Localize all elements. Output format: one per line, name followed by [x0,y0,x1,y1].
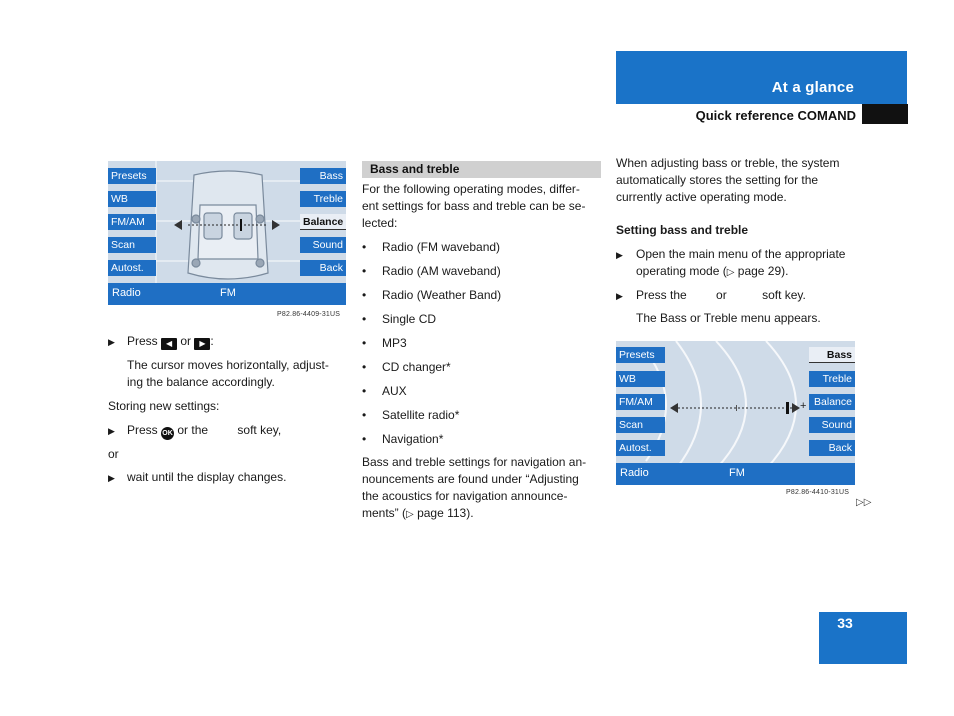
bullet-icon: • [362,408,367,422]
softkey-sound[interactable]: Sound [300,237,346,253]
menu-appears-text: The Bass or Treble menu appears. [636,311,821,325]
auto-store-paragraph [616,155,866,206]
storing-label: Storing new settings: [108,399,220,413]
section-heading: Bass and treble [370,162,460,176]
press-the-label: Press the [636,288,687,302]
list-arrow-icon: ▶ [616,250,623,260]
nav-line-4 [362,505,602,523]
status-band: FM [220,287,236,299]
status-source: Radio [620,467,649,479]
triangle-left-key-icon: ◀ [161,338,177,350]
navigation-note [362,454,602,523]
status-source: Radio [112,287,141,299]
list-item [362,431,602,455]
bullet-icon: • [362,360,367,374]
list-item [362,287,602,311]
nav-line-1: Bass and treble settings for navigation an- [362,455,587,469]
list-item [362,383,602,407]
continue-marker: ▷▷ [856,497,872,508]
figure-caption: P82.86-4410-31US [786,489,850,496]
list-item [362,407,602,431]
mode-list [362,239,602,455]
header-marker [862,104,908,124]
softkey-scan[interactable]: Scan [108,237,156,253]
bullet-icon: • [362,264,367,278]
nav-line-4-text: ments” ( [362,506,407,520]
setting-heading: Setting bass and treble [616,223,749,237]
status-band: FM [729,467,745,479]
auto-line-1: When adjusting bass or treble, the system [616,156,840,170]
instruction-wait [108,469,348,486]
softkey-wb[interactable]: WB [616,371,665,387]
softkey-back[interactable]: Back [300,260,346,276]
instruction-press-ok [108,422,348,440]
section-subtitle: Quick reference COMAND [695,108,856,123]
intro-paragraph [362,181,602,232]
softkey-treble[interactable]: Treble [300,191,346,207]
list-item-text: Single CD [382,312,437,326]
bass-screen [616,341,855,485]
list-arrow-icon: ▶ [108,337,115,347]
or-separator: or [108,447,119,461]
list-item-text: Satellite radio* [382,408,460,422]
colon: : [210,334,214,348]
list-item-text: Radio (AM waveband) [382,264,501,278]
press-label: Press [127,423,158,437]
softkey-autost[interactable]: Autost. [616,440,665,456]
intro-line-2: ent settings for bass and treble can be se- [362,199,586,213]
softkey-autost[interactable]: Autost. [108,260,156,276]
slider-plus-label: + [800,400,807,412]
cursor-text-line-1: The cursor moves horizontally, adjust- [127,358,329,372]
softkey-treble[interactable]: Treble [809,371,855,387]
page-reference-link[interactable]: page 113). [417,506,474,520]
status-bar [108,283,346,305]
auto-line-2: automatically stores the setting for the [616,173,819,187]
list-item [362,263,602,287]
softkey-presets[interactable]: Presets [108,168,156,184]
step1-line-2-text: operating mode ( [636,264,727,278]
page-reference-triangle-icon: ▷ [726,267,735,278]
page-reference-triangle-icon: ▷ [406,509,414,520]
step-press-softkey [616,287,866,304]
instruction-press-arrows [108,333,348,350]
list-arrow-icon: ▶ [108,426,115,436]
page-number: 33 [837,615,853,631]
bullet-icon: • [362,384,367,398]
bullet-icon: • [362,432,367,446]
triangle-right-key-icon: ▶ [194,338,210,350]
list-arrow-icon: ▶ [616,291,623,301]
list-item-text: Navigation* [382,432,444,446]
nav-line-2: nouncements are found under “Adjusting [362,472,579,486]
list-arrow-icon: ▶ [108,473,115,483]
soft-key-label: soft key, [237,423,282,437]
intro-line-1: For the following operating modes, differ- [362,182,580,196]
softkey-sound[interactable]: Sound [809,417,855,433]
list-item-text: MP3 [382,336,407,350]
softkey-presets[interactable]: Presets [616,347,665,363]
softkey-balance[interactable]: Balance [809,394,855,410]
softkey-bass[interactable]: Bass [300,168,346,184]
list-item-text: Radio (Weather Band) [382,288,502,302]
auto-line-3: currently active operating mode. [616,190,787,204]
wait-text: wait until the display changes. [127,470,287,484]
bullet-icon: • [362,336,367,350]
softkey-fm-am[interactable]: FM/AM [616,394,665,410]
soft-key-label: soft key. [762,288,806,302]
figure-caption: P82.86-4409-31US [277,311,341,318]
softkey-scan[interactable]: Scan [616,417,665,433]
list-item-text: Radio (FM waveband) [382,240,501,254]
nav-line-3: the acoustics for navigation announce- [362,489,568,503]
bullet-icon: • [362,312,367,326]
ok-key-icon: OK [161,427,174,440]
cursor-text-line-2: ing the balance accordingly. [127,375,275,389]
intro-line-3: lected: [362,216,398,230]
bullet-icon: • [362,240,367,254]
or-label: or [180,334,192,348]
step1-line-1: Open the main menu of the appropriate [636,247,846,261]
step-open-menu [616,246,866,281]
list-item [362,335,602,359]
header-band [616,51,907,104]
or-the-label: or the [177,423,209,437]
or-label: or [716,288,727,302]
status-bar [616,463,855,485]
list-item [362,311,602,335]
list-item-text: CD changer* [382,360,451,374]
bullet-icon: • [362,288,367,302]
softkey-back[interactable]: Back [809,440,855,456]
softkey-balance[interactable]: Balance [300,214,346,230]
press-label: Press [127,334,158,348]
softkey-bass[interactable]: Bass [809,347,855,363]
balance-screen [108,161,346,305]
section-heading-bar [362,161,601,178]
section-title: At a glance [771,79,854,96]
list-item-text: AUX [382,384,407,398]
list-item [362,239,602,263]
softkey-wb[interactable]: WB [108,191,156,207]
softkey-fm-am[interactable]: FM/AM [108,214,156,230]
cursor-description [127,357,352,391]
list-item [362,359,602,383]
page-reference-link[interactable]: page 29). [737,264,789,278]
step1-line-2 [636,263,866,281]
